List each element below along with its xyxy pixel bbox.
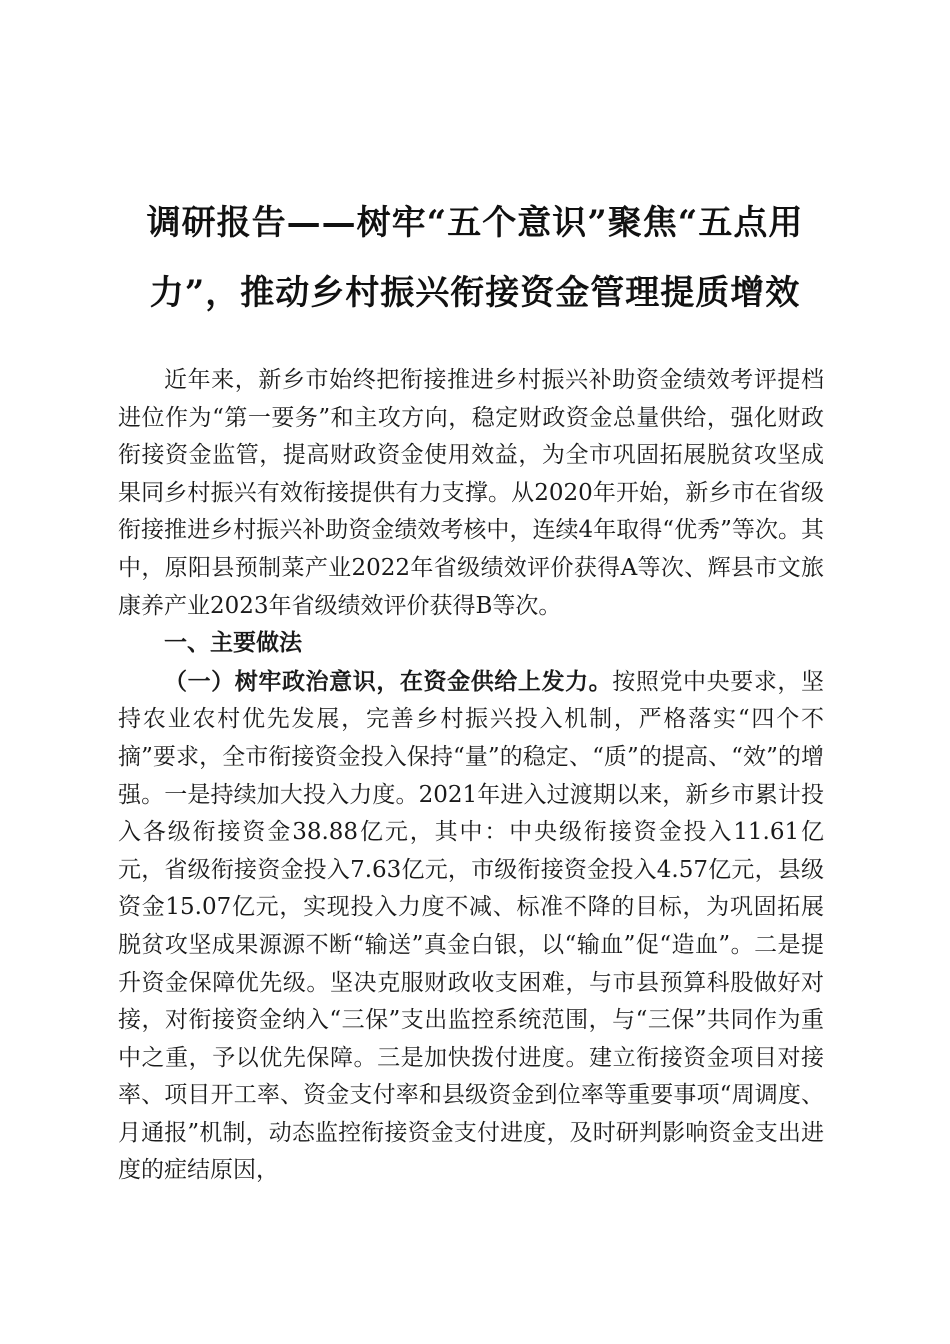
document-title: 调研报告——树牢“五个意识”聚焦“五点用力”，推动乡村振兴衔接资金管理提质增效 [146,203,804,313]
intro-paragraph: 近年来，新乡市始终把衔接推进乡村振兴补助资金绩效考评提档进位作为“第一要务”和主攻方向，稳定财政资金总量供给，强化财政衔接资金监管，提高财政资金使用效益，为全市巩固拓展脱贫攻坚成果同乡村振兴有效衔接提供有力支撑。从2020年开始，新乡市在省级衔接推进乡村振兴补助资金绩效考核中，连续4年取得“优秀”等次。其中，原阳县预制菜产业2022年省级绩效评价获得A等次、辉县市文旅康养产业2023年省级绩效评价获得B等次。 [118,367,824,619]
subsection-paragraph [118,663,824,1190]
document-body [118,362,824,1190]
subsection-heading: （一）树牢政治意识，在资金供给上发力。 [164,667,613,695]
subsection-body: 按照党中央要求，坚持农业农村优先发展，完善乡村振兴投入机制，严格落实“四个不摘”要求，全市衔接资金投入保持“量”的稳定、“质”的提高、“效”的增强。一是持续加大投入力度。2021年进入过渡期以来，新乡市累计投入各级衔接资金38.88亿元，其中：中央级衔接资金投入11.61亿元，省级衔接资金投入7.63亿元，市级衔接资金投入4.57亿元，县级资金15.07亿元，实现投入力度不减、标准不降的目标，为巩固拓展脱贫攻坚成果源源不断“输送”真金白银，以“输血”促“造血”。二是提升资金保障优先级。坚决克服财政收支困难，与市县预算科股做好对接，对衔接资金纳入“三保”支出监控系统范围，与“三保”共同作为重中之重，予以优先保障。三是加快拨付进度。建立衔接资金项目对接率、项目开工率、资金支付率和县级资金到位率等重要事项“周调度、月通报”机制，动态监控衔接资金支付进度，及时研判影响资金支出进度的症结原因， [118,668,825,1184]
section-heading: 一、主要做法 [164,630,302,657]
